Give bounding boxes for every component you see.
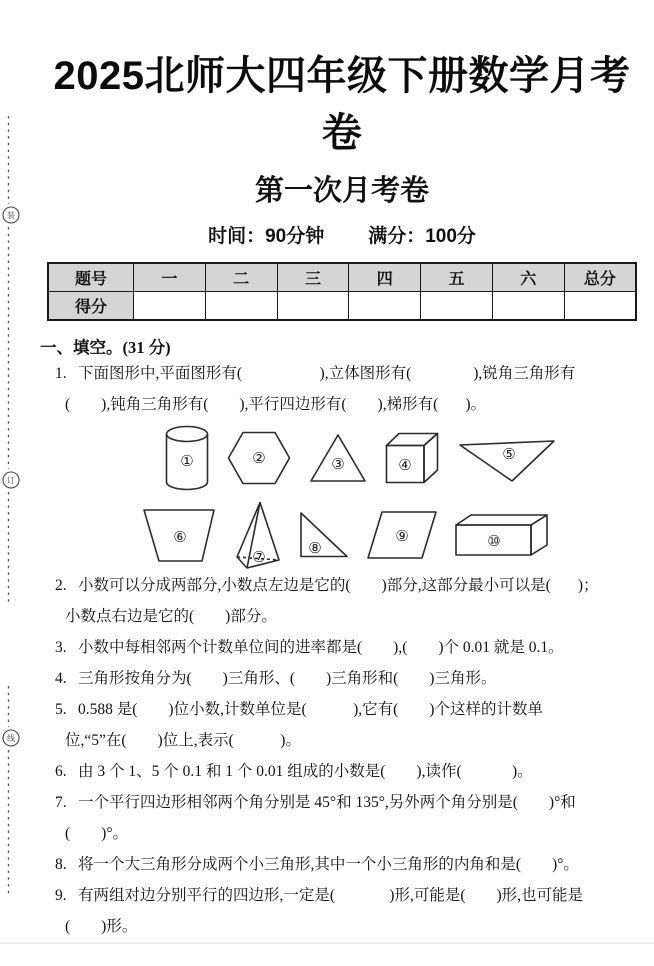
question-number: 6. xyxy=(55,763,67,780)
exam-meta xyxy=(40,221,644,248)
question-7-line-1: 7. 一个平行四边形相邻两个角分别是 45°和 135°,另外两个角分别是( )°和 xyxy=(40,787,644,818)
question-6-line-1: 6. 由 3 个 1、5 个 0.1 和 1 个 0.01 组成的小数是( ),读作( )。 xyxy=(40,756,644,787)
figure-cylinder xyxy=(165,425,209,491)
figure-parallelogram xyxy=(366,510,438,560)
question-2-line-2: 小数点右边是它的( )部分。 xyxy=(65,608,277,625)
figure-label: ⑦ xyxy=(252,548,266,566)
question-5-line-1: 5. 0.588 是( )位小数,计数单位是( ),它有( )个这样的计数单 xyxy=(40,694,644,725)
score-table-col-6: 六 xyxy=(492,263,564,292)
figure-row-2 xyxy=(140,500,644,570)
question-5 xyxy=(40,694,644,756)
svg-text:线: 线 xyxy=(7,734,15,743)
question-number: 1. xyxy=(55,365,67,382)
questions-block-1 xyxy=(40,358,644,420)
question-9-line-2: ( )形。 xyxy=(65,918,138,935)
question-9-line-1: 9. 有两组对边分别平行的四边形,一定是( )形,可能是( )形,也可能是 xyxy=(40,880,644,911)
question-2 xyxy=(40,570,644,632)
figure-right-triangle xyxy=(298,511,350,559)
score-cell-4 xyxy=(349,292,421,321)
question-4-line-1: 4. 三角形按角分为( )三角形、( )三角形和( )三角形。 xyxy=(40,663,644,694)
question-number: 2. xyxy=(55,577,67,594)
section-one-title: 一、填空。(31 分) xyxy=(40,338,171,357)
score-table-col-5: 五 xyxy=(421,263,493,292)
question-number: 8. xyxy=(55,856,67,873)
question-number: 7. xyxy=(55,794,67,811)
score-cell-2 xyxy=(205,292,277,321)
score-table-col-7: 总分 xyxy=(564,263,636,292)
figure-label: ⑥ xyxy=(173,527,187,546)
question-1-line-2: ( ),钝角三角形有( ),平行四边形有( ),梯形有( )。 xyxy=(65,396,487,413)
question-number: 4. xyxy=(55,670,67,687)
question-8-line-1: 8. 将一个大三角形分成两个小三角形,其中一个小三角形的内角和是( )°。 xyxy=(40,849,644,880)
score-table-col-3: 三 xyxy=(277,263,349,292)
figure-label: ⑨ xyxy=(395,527,409,545)
score-table-col-4: 四 xyxy=(349,263,421,292)
question-2-line-1: 2. 小数可以分成两部分,小数点左边是它的( )部分,这部分最小可以是( )； xyxy=(40,570,644,601)
figure-label: ④ xyxy=(398,456,412,474)
time-label: 时间：90分钟 xyxy=(208,226,325,247)
page-bottom-divider xyxy=(0,942,654,944)
figure-label: ② xyxy=(252,449,266,467)
questions-block-2 xyxy=(40,570,644,942)
figure-triangle xyxy=(309,433,367,483)
score-cell-3 xyxy=(277,292,349,321)
page-subtitle: 第一次月考卷 xyxy=(254,175,429,207)
score-table-col-1: 一 xyxy=(134,263,206,292)
score-cell-1 xyxy=(134,292,206,321)
question-6 xyxy=(40,756,644,787)
score-table-col-2: 二 xyxy=(205,263,277,292)
figure-row-1 xyxy=(165,425,644,491)
score-cell-6 xyxy=(492,292,564,321)
svg-text:装: 装 xyxy=(7,211,15,220)
svg-text:订: 订 xyxy=(7,476,15,485)
question-7-line-2: ( )°。 xyxy=(65,825,129,842)
score-cell-7 xyxy=(564,292,636,321)
figure-cube xyxy=(385,432,439,484)
question-1 xyxy=(40,358,644,420)
score-table-corner-label: 题号 xyxy=(48,263,134,292)
question-number: 9. xyxy=(55,887,67,904)
question-9 xyxy=(40,880,644,942)
figure-trapezoid xyxy=(140,508,218,563)
page-title: 2025北师大四年级下册数学月考卷 xyxy=(53,54,631,155)
question-3-line-1: 3. 小数中每相邻两个计数单位间的进率都是( ),( )个 0.01 就是 0.1。 xyxy=(40,632,644,663)
question-3 xyxy=(40,632,644,663)
figure-label: ⑩ xyxy=(487,532,501,550)
figure-label: ① xyxy=(180,452,194,470)
figure-hexagon xyxy=(227,431,291,485)
score-row-label: 得分 xyxy=(48,292,134,321)
question-number: 5. xyxy=(55,701,67,718)
binding-line xyxy=(0,44,24,966)
figure-label: ③ xyxy=(331,455,345,473)
question-number: 3. xyxy=(55,639,67,656)
figure-obtuse-triangle xyxy=(457,432,557,484)
figure-label: ⑤ xyxy=(502,445,516,463)
full-score-label: 满分：100分 xyxy=(368,226,476,247)
figure-label: ⑧ xyxy=(308,539,322,557)
question-7 xyxy=(40,787,644,849)
question-5-line-2: 位,“5”在( )位上,表示( )。 xyxy=(65,732,301,749)
exam-content xyxy=(0,44,654,942)
figure-pyramid xyxy=(234,500,282,570)
figure-cuboid xyxy=(454,513,550,557)
exam-page xyxy=(0,44,654,966)
question-4 xyxy=(40,663,644,694)
question-8 xyxy=(40,849,644,880)
question-1-line-1: 1. 下面图形中,平面图形有( ),立体图形有( ),锐角三角形有 xyxy=(40,358,644,389)
score-table xyxy=(47,262,637,321)
score-cell-5 xyxy=(421,292,493,321)
